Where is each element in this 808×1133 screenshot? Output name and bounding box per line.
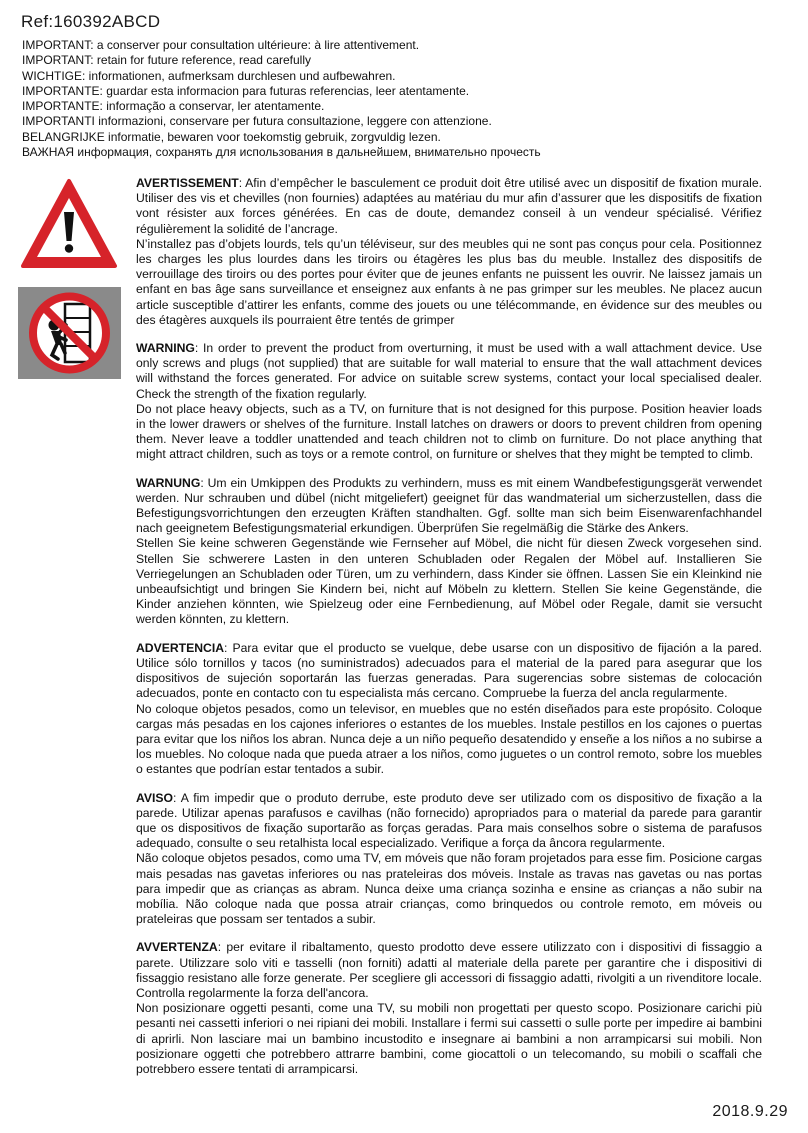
section-paragraph: Do not place heavy objects, such as a TV, on furniture that is not designed for this purpose. Position heavier loads in the lower drawers or shelves of the furniture. Install latches on drawers or doors to prevent children from opening them. Never leave a toddler unattended and teach children not to climb on furniture. Do not place anything that might attract children, such as toys or a remote control, on furniture or shelves that they might be tempted to climb. (136, 401, 762, 462)
warning-section-pt (136, 791, 762, 928)
warning-section-fr (136, 176, 762, 328)
important-notice-list (22, 38, 792, 160)
section-paragraph: Stellen Sie keine schweren Gegenstände wie Fernseher auf Möbel, die nicht für diesen Zweck vorgesehen sind. Stellen Sie schwerere Lasten in den unteren Schubladen oder Regalen der Möbel auf. Installieren Sie Verriegelungen an Schubladen oder Türen, um zu verhindern, dass Kinder sie öffnen. Lassen Sie ein Kleinkind nie unbeaufsichtigt und bringen Sie Kindern bei, nicht auf Möbeln zu klettern. Stellen Sie keine Gegenstände, die Kinder anziehen könnten, wie Spielzeug oder eine Fernbedienung, auf Möbel oder Regale, damit sie versucht werden könnten, zu klettern. (136, 536, 762, 627)
notice-line-fr: IMPORTANT: a conserver pour consultation ultérieure: à lire attentivement. (22, 38, 420, 52)
notice-line-nl: BELANGRIJKE informatie, bewaren voor toekomstig gebruik, zorgvuldig lezen. (22, 129, 441, 144)
section-paragraph: : In order to prevent the product from overturning, it must be used with a wall attachment device. Use only screws and plugs (not supplied) that are suitable for wall material to ensure that the wall attachment devices will withstand the forces generated. For advice on suitable screw systems, contact your local specialised dealer. Check the strength of the fixation regularly. (136, 341, 762, 401)
section-paragraph: : Para evitar que el producto se vuelque, debe usarse con un dispositivo de fijación a la pared. Utilice sólo tornillos y tacos (no suministrados) adecuados para el material de la pared para asegurar que los dispositivos de sujeción soportarán las fuerzas generadas. Para sugerencias sobre sistemas de colocación adecuados, ponte en contacto con tu especialista más cercano. Compruebe la fuerza del ancla regularmente. (136, 640, 762, 701)
reference-number: Ref:160392ABCD (21, 12, 161, 31)
notice-line-it: IMPORTANTI informazioni, conservare per futura consultazione, leggere con attenzione. (22, 114, 492, 129)
section-paragraph: : Afin d’empêcher le basculement ce produit doit être utilisé avec un dispositif de fixation murale. Utiliser des vis et chevilles (non fournies) adaptées au matériau du mur afin d’assurer que les dispositifs de fixation vont résister aux forces générées. En cas de doute, demandez conseil à un vendeur spécialisé. Vérifiez régulièrement la solidité de l’ancrage. (136, 176, 762, 236)
safety-warnings (136, 176, 762, 1090)
section-paragraph: : Um ein Umkippen des Produkts zu verhindern, muss es mit einem Wandbefestigungsgerät verwendet werden. Nur schrauben und dübel (nicht mitgeliefert) geeignet für das wandmaterial um sicherzustellen, dass die Befestigungsvorrichtungen den erzeugten Kräften standhalten. Ggf. sollte man sich beim Eisenwarenfachhandel nach geeignetem Befestigungsmaterial erkundigen. Überprüfen Sie regelmäßig die Stärke des Ankers. (136, 475, 762, 536)
warning-triangle-icon (20, 178, 118, 270)
section-heading: AVVERTENZA (136, 940, 218, 955)
section-paragraph: : per evitare il ribaltamento, questo prodotto deve essere utilizzato con i dispositivi di fissaggio a parete. Utilizzare solo viti e tasselli (non forniti) adatti al materiale della parete per garantire che i dispositivi di fissaggio resistano alle forze generate. Per scegliere gli accessori di fissaggio adatti, rivolgiti a un rivenditore locale. Controlla regolarmente la forza dell'ancora. (136, 940, 762, 1000)
notice-line-ru: ВАЖНАЯ информация, сохранять для использования в дальнейшем, внимательно прочесть (22, 145, 541, 160)
notice-line-pt: IMPORTANTE: informação a conservar, ler atentamente. (22, 99, 325, 114)
print-date: 2018.9.29 (712, 1103, 788, 1120)
no-climbing-icon (18, 287, 121, 379)
section-paragraph: : A fim impedir que o produto derrube, este produto deve ser utilizado com os dispositivo de fixação a la parede. Utilizar apenas parafusos e cavilhas (não fornecido) apropriados para o material da parede para garantir que os dispositivos de fixação suportarão as forças geradas. Para mais conselhos sobre o sistema de parafusos adequado, consulte o seu retalhista local especializado. Verifique a força da âncora regularmente. (136, 790, 762, 851)
section-heading: AVERTISSEMENT (136, 176, 239, 190)
section-heading: ADVERTENCIA (136, 640, 225, 655)
warning-section-en (136, 341, 762, 463)
notice-line-en: IMPORTANT: retain for future reference, read carefully (22, 53, 312, 68)
section-heading: WARNUNG (136, 475, 201, 490)
section-paragraph: Non posizionare oggetti pesanti, come una TV, su mobili non progettati per questo scopo. Posizionare carichi più pesanti nei cassetti inferiori o nei ripiani dei mobili. Installare i fermi sui cassetti o sulle porte per impedire ai bambini di aprirli. Non lasciare mai un bambino incustodito e insegnare ai bambini a non arrampicarsi sui mobili. Non posizionare oggetti che potrebbero attrarre bambini, come giocattoli o un telecomando, su mobili o scaffali che potrebbero essere tentati di arrampicarsi. (136, 1001, 762, 1076)
section-paragraph: Não coloque objetos pesados, como uma TV, em móveis que não foram projetados para esse fim. Posicione cargas mais pesadas nas gavetas inferiores ou nas prateleiras dos móveis. Instale as travas nas gavetas ou nas portas para impedir que as crianças as abram. Nunca deixe uma criança sozinha e ensine as crianças a não subir na mobília. Não coloque nada que possa atrair crianças, como brinquedos ou controle remoto, em móveis ou prateleiras que possam ser tentados a subir. (136, 851, 762, 927)
section-heading: WARNING (136, 341, 195, 356)
warning-section-it (136, 940, 762, 1077)
section-paragraph: N’installez pas d’objets lourds, tels qu’un téléviseur, sur des meubles qui ne sont pas conçus pour cela. Positionnez les charges les plus lourdes dans les tiroirs ou étagères les plus bas du meuble. Installez des dispositifs de verrouillage des tiroirs ou des portes pour éviter que de jeunes enfants ne puissent les ouvrir. Ne laissez jamais un enfant en bas âge sans surveillance et enseignez aux enfants à ne pas grimper sur les meubles. Ne placez aucun article susceptible d’attirer les enfants, comme des jouets ou une télécommande, en évidence sur des meubles ou des étagères auxquels ils pourraient être tentés de grimper (136, 236, 762, 327)
section-paragraph: No coloque objetos pesados, como un televisor, en muebles que no estén diseñados para este propósito. Coloque cargas más pesadas en los cajones inferiores o estantes de los muebles. Instale pestillos en los cajones o puertas para evitar que los niños los abran. Nunca deje a un niño pequeño desatendido y enseñe a los niños a no subirse a los muebles. No coloque nada que pueda atraer a los niños, como juguetes o un control remoto, sobre los muebles o estantes que podrían estar tentados a subir. (136, 701, 762, 777)
notice-line-es: IMPORTANTE: guardar esta informacion para futuras referencias, leer atentamente. (22, 83, 470, 98)
warning-section-de (136, 476, 762, 628)
warning-section-es (136, 641, 762, 778)
section-heading: AVISO (136, 790, 174, 805)
notice-line-de: WICHTIGE: informationen, aufmerksam durchlesen und aufbewahren. (22, 68, 396, 83)
